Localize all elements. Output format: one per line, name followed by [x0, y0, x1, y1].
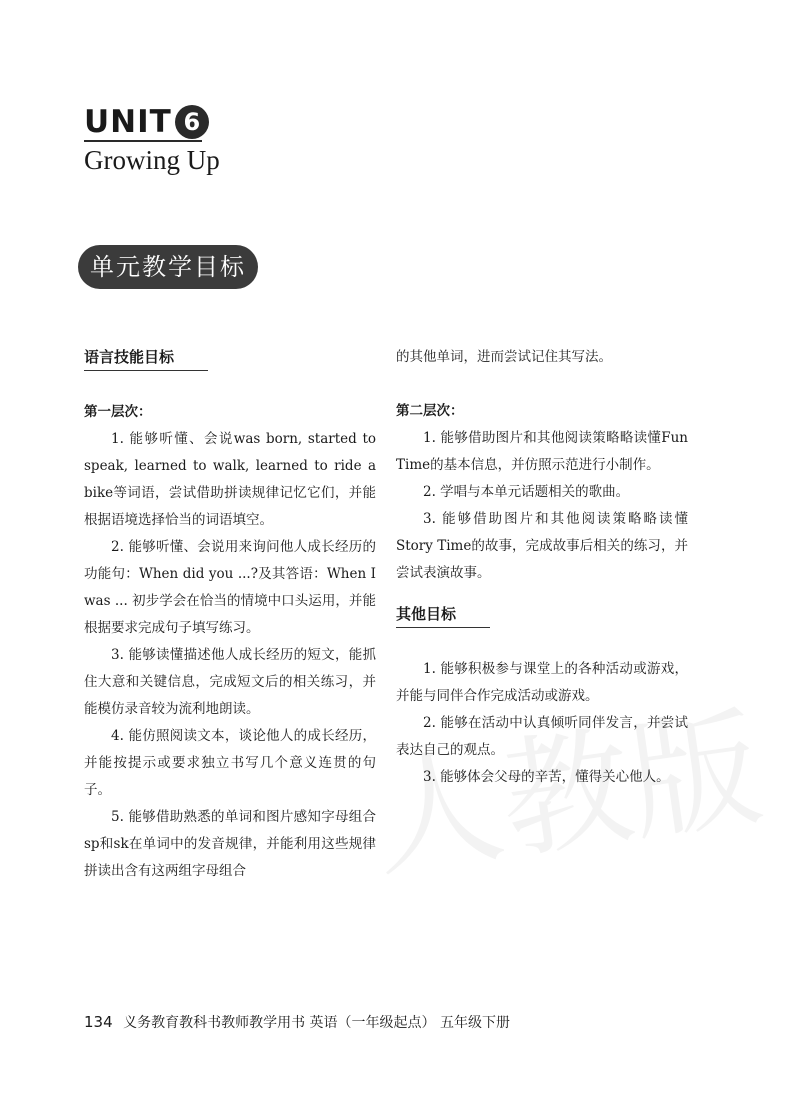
objective-item: 1. 能够听懂、会说was born, started to speak, learned to walk, learned to ride a bike等词语，尝试借助拼读规律记忆它们，并能根据语境选择恰当的词语填空。: [84, 431, 376, 528]
page-footer: [84, 1012, 510, 1032]
objective-item: 3. 能够借助图片和其他阅读策略略读懂Story Time的故事，完成故事后相关的练习，并尝试表演故事。: [396, 511, 688, 581]
language-skills-heading: 语言技能目标: [84, 344, 208, 371]
continued-text: 的其他单词，进而尝试记住其写法。: [396, 349, 612, 365]
objective-item: 5. 能够借助熟悉的单词和图片感知字母组合sp和sk在单词中的发音规律，并能利用这些规律拼读出含有这两组字母组合: [84, 809, 376, 879]
unit-label: UNIT: [84, 104, 172, 140]
objective-item: 3. 能够读懂描述他人成长经历的短文，能抓住大意和关键信息，完成短文后的相关练习，并能模仿录音较为流利地朗读。: [84, 647, 376, 717]
page-number: 134: [84, 1013, 113, 1031]
right-column: [396, 344, 688, 791]
book-title: 义务教育教科书教师教学用书 英语（一年级起点） 五年级下册: [123, 1015, 510, 1031]
level-one-heading: 第一层次：: [84, 404, 152, 420]
objective-item: 4. 能仿照阅读文本，谈论他人的成长经历，并能按提示或要求独立书写几个意义连贯的句子。: [84, 728, 376, 798]
unit-rule: [84, 140, 202, 142]
other-goals-heading: 其他目标: [396, 601, 490, 628]
level-two-heading: 第二层次：: [396, 403, 464, 419]
objective-item: 2. 能够听懂、会说用来询问他人成长经历的功能句：When did you ...?及其答语：When I was ... 初步学会在恰当的情境中口头运用，并能根据要求完成句子填写练习。: [84, 539, 376, 636]
other-goal-item: 1. 能够积极参与课堂上的各种活动或游戏，并能与同伴合作完成活动或游戏。: [396, 661, 688, 704]
objectives-banner: 单元教学目标: [78, 245, 258, 289]
unit-number-badge: 6: [175, 105, 209, 139]
objective-item: 2. 学唱与本单元话题相关的歌曲。: [423, 484, 630, 500]
left-column: [84, 344, 376, 885]
unit-heading: [84, 104, 209, 140]
unit-title: Growing Up: [84, 145, 220, 175]
other-goal-item: 2. 能够在活动中认真倾听同伴发言，并尝试表达自己的观点。: [396, 715, 688, 758]
other-goal-item: 3. 能够体会父母的辛苦，懂得关心他人。: [423, 769, 670, 785]
objective-item: 1. 能够借助图片和其他阅读策略略读懂Fun Time的基本信息，并仿照示范进行小制作。: [396, 430, 688, 473]
